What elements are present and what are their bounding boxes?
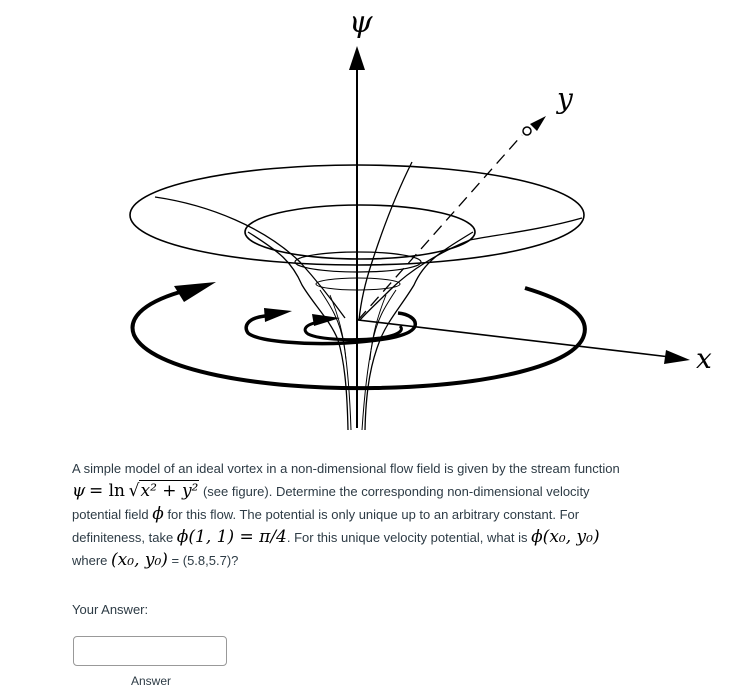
for-this-text: . For this unique velocity potential, what is	[286, 530, 532, 545]
funnel-inner-right	[362, 290, 396, 430]
core-circulation-arrowhead	[312, 314, 340, 326]
core-circulation-arc	[305, 322, 401, 340]
inner-circulation-arrowhead	[264, 308, 292, 322]
values-text: = (5.8,5.7)?	[167, 553, 239, 568]
equals-ln: = ln	[88, 481, 126, 501]
y-axis-label: y	[557, 82, 573, 115]
sqrt-content: x² + y²	[140, 481, 199, 501]
outer-circulation-arrowhead	[174, 282, 216, 302]
where-text: where	[72, 553, 112, 568]
phi-at-point: ϕ(x₀, y₀)	[531, 527, 600, 547]
psi-axis-arrowhead	[349, 46, 365, 70]
for-flow-text: for this flow. The potential is only unique up to an arbitrary constant. For definiteness, take	[72, 507, 580, 545]
x-axis	[358, 320, 670, 357]
y-axis	[358, 135, 522, 320]
phi-symbol: ϕ	[152, 504, 164, 524]
answer-label: Your Answer:	[72, 602, 149, 617]
psi-axis-label: ψ	[349, 5, 373, 40]
see-figure-text: (see figure). Determine the corresponding non-dimensional velocity potential field	[72, 484, 590, 522]
point-coords: (x₀, y₀)	[111, 550, 168, 570]
answer-input[interactable]	[73, 636, 227, 666]
question-intro: A simple model of an ideal vortex in a non-dimensional flow field is given by the stream function	[72, 461, 620, 476]
answer-caption: Answer	[130, 674, 171, 688]
psi-symbol: ψ	[72, 481, 86, 501]
funnel-wall-left	[248, 232, 348, 430]
x-axis-arrowhead	[664, 350, 690, 364]
x-axis-label: x	[696, 342, 712, 375]
condition-equation: ϕ(1, 1) = π/4	[176, 527, 287, 547]
funnel-inner-mid	[330, 295, 346, 360]
y-axis-circle	[523, 127, 531, 135]
y-axis-arrowhead	[530, 116, 546, 131]
funnel-inner-mid2	[370, 295, 386, 360]
question-text	[72, 458, 632, 572]
surface-inner-ellipse	[245, 205, 475, 259]
sqrt-sign: √	[128, 481, 140, 501]
